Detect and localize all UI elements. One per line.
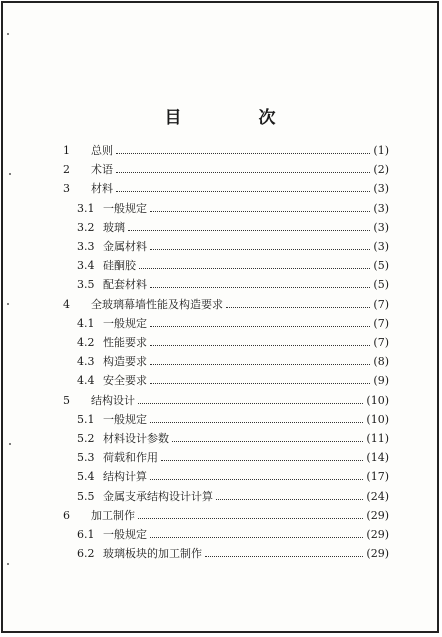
document-page bbox=[1, 1, 439, 633]
toc-entry-label: 配套材料 bbox=[103, 278, 147, 292]
toc-entry-page: (10) bbox=[366, 412, 389, 426]
dot-leader bbox=[116, 190, 370, 192]
toc-entry bbox=[3, 487, 437, 506]
toc-entry-page: (9) bbox=[373, 374, 389, 388]
toc-entry-label: 结构设计 bbox=[91, 393, 135, 407]
dot-leader bbox=[150, 536, 363, 538]
dot-leader bbox=[226, 306, 370, 308]
toc-entry-number: 3 bbox=[63, 182, 70, 196]
toc-entry-number: 3.2 bbox=[77, 220, 95, 234]
toc-entry-page: (5) bbox=[373, 259, 389, 273]
toc-entry-page: (3) bbox=[373, 201, 389, 215]
toc-entry-label: 材料设计参数 bbox=[103, 432, 169, 445]
toc-entry-number: 6.1 bbox=[77, 528, 95, 541]
toc-entry-number: 3.4 bbox=[77, 259, 95, 273]
toc-entry bbox=[3, 141, 437, 160]
toc-entry-label: 一般规定 bbox=[103, 412, 147, 426]
toc-entry bbox=[3, 256, 437, 275]
dot-leader bbox=[150, 382, 370, 384]
dot-leader bbox=[116, 171, 370, 173]
dot-leader bbox=[150, 478, 363, 480]
toc-entry-number: 6 bbox=[63, 508, 70, 522]
dot-leader bbox=[150, 286, 370, 288]
scan-speck bbox=[7, 33, 9, 35]
toc-entry-number: 4 bbox=[63, 297, 70, 311]
toc-entry bbox=[3, 314, 437, 333]
toc-entry-number: 5.3 bbox=[77, 451, 95, 465]
toc-entry-label: 硅酮胶 bbox=[103, 259, 136, 273]
toc-entry bbox=[3, 429, 437, 448]
toc-entry bbox=[3, 179, 437, 198]
toc-entry-page: (3) bbox=[373, 182, 389, 196]
toc-entry-label: 总则 bbox=[91, 144, 113, 157]
toc-entry-number: 4.4 bbox=[77, 374, 95, 388]
toc-entry-label: 术语 bbox=[91, 163, 113, 177]
toc-entry-page: (3) bbox=[373, 220, 389, 234]
toc-entry bbox=[3, 525, 437, 544]
toc-entry-page: (7) bbox=[373, 316, 389, 330]
toc-entry-label: 玻璃板块的加工制作 bbox=[103, 547, 202, 561]
dot-leader bbox=[150, 344, 370, 346]
page-title: 目 次 bbox=[164, 108, 306, 128]
toc-entry bbox=[3, 275, 437, 294]
scan-speck bbox=[7, 563, 9, 565]
toc-entry bbox=[3, 333, 437, 352]
toc-entry-number: 2 bbox=[63, 163, 70, 177]
toc-entry bbox=[3, 199, 437, 218]
toc-entry-page: (29) bbox=[366, 528, 389, 541]
toc-entry-number: 4.2 bbox=[77, 336, 95, 349]
toc-entry bbox=[3, 544, 437, 563]
toc-entry-number: 3.1 bbox=[77, 201, 95, 215]
toc-entry-label: 安全要求 bbox=[103, 374, 147, 388]
toc-entry-page: (2) bbox=[373, 163, 389, 177]
toc-entry-page: (7) bbox=[373, 336, 389, 349]
toc-entry bbox=[3, 218, 437, 237]
dot-leader bbox=[150, 210, 370, 212]
toc-entry bbox=[3, 391, 437, 410]
toc-entry-number: 4.3 bbox=[77, 355, 95, 369]
toc-entry-number: 5.4 bbox=[77, 470, 95, 484]
dot-leader bbox=[150, 248, 370, 250]
toc-entry-number: 3.5 bbox=[77, 278, 95, 292]
toc-entry-page: (11) bbox=[366, 432, 389, 445]
toc-entry-page: (24) bbox=[366, 489, 389, 503]
dot-leader bbox=[138, 517, 363, 519]
toc-entry-page: (17) bbox=[366, 470, 389, 484]
toc-entry-label: 一般规定 bbox=[103, 316, 147, 330]
dot-leader bbox=[128, 229, 370, 231]
dot-leader bbox=[216, 498, 363, 500]
toc-entry-label: 全玻璃幕墙性能及构造要求 bbox=[91, 297, 223, 311]
toc-entry-label: 一般规定 bbox=[103, 528, 147, 541]
toc-entry bbox=[3, 467, 437, 486]
toc-entry-label: 加工制作 bbox=[91, 508, 135, 522]
toc-entry-page: (1) bbox=[373, 144, 389, 157]
scan-speck bbox=[7, 303, 9, 305]
dot-leader bbox=[116, 152, 370, 154]
dot-leader bbox=[172, 440, 363, 442]
toc-entry-label: 构造要求 bbox=[103, 355, 147, 369]
toc-entry-label: 荷载和作用 bbox=[103, 451, 158, 465]
toc-entry-page: (14) bbox=[366, 451, 389, 465]
dot-leader bbox=[150, 421, 363, 423]
toc-entry-page: (29) bbox=[366, 547, 389, 561]
toc-entry-page: (3) bbox=[373, 240, 389, 253]
dot-leader bbox=[139, 267, 370, 269]
toc-entry-number: 5 bbox=[63, 393, 70, 407]
toc-entry-page: (29) bbox=[366, 508, 389, 522]
toc-entry-label: 性能要求 bbox=[103, 336, 147, 349]
dot-leader bbox=[138, 402, 363, 404]
toc-entry-label: 金属材料 bbox=[103, 240, 147, 253]
toc-entry-label: 金属支承结构设计计算 bbox=[103, 489, 213, 503]
toc-entry bbox=[3, 410, 437, 429]
toc-entry-page: (8) bbox=[373, 355, 389, 369]
toc-entry-number: 5.5 bbox=[77, 489, 95, 503]
scan-speck bbox=[9, 443, 11, 445]
toc-entry-label: 玻璃 bbox=[103, 220, 125, 234]
toc-entry bbox=[3, 295, 437, 314]
toc-entry-label: 一般规定 bbox=[103, 201, 147, 215]
toc-entry-page: (7) bbox=[373, 297, 389, 311]
toc-entry-page: (5) bbox=[373, 278, 389, 292]
toc-entry-number: 5.1 bbox=[77, 412, 95, 426]
dot-leader bbox=[150, 363, 370, 365]
toc-entry-number: 1 bbox=[63, 144, 70, 157]
dot-leader bbox=[161, 459, 363, 461]
toc-entry bbox=[3, 448, 437, 467]
toc-entry-label: 材料 bbox=[91, 182, 113, 196]
toc-entry bbox=[3, 237, 437, 256]
toc-entry-number: 4.1 bbox=[77, 316, 95, 330]
toc-entry bbox=[3, 352, 437, 371]
toc-entry bbox=[3, 160, 437, 179]
dot-leader bbox=[150, 325, 370, 327]
toc-entry bbox=[3, 506, 437, 525]
toc-entry-number: 3.3 bbox=[77, 240, 95, 253]
toc-entry-number: 5.2 bbox=[77, 432, 95, 445]
dot-leader bbox=[205, 555, 363, 557]
scan-speck bbox=[9, 173, 11, 175]
toc-entry-number: 6.2 bbox=[77, 547, 95, 561]
toc-entry bbox=[3, 371, 437, 390]
toc-entry-page: (10) bbox=[366, 393, 389, 407]
toc-entry-label: 结构计算 bbox=[103, 470, 147, 484]
